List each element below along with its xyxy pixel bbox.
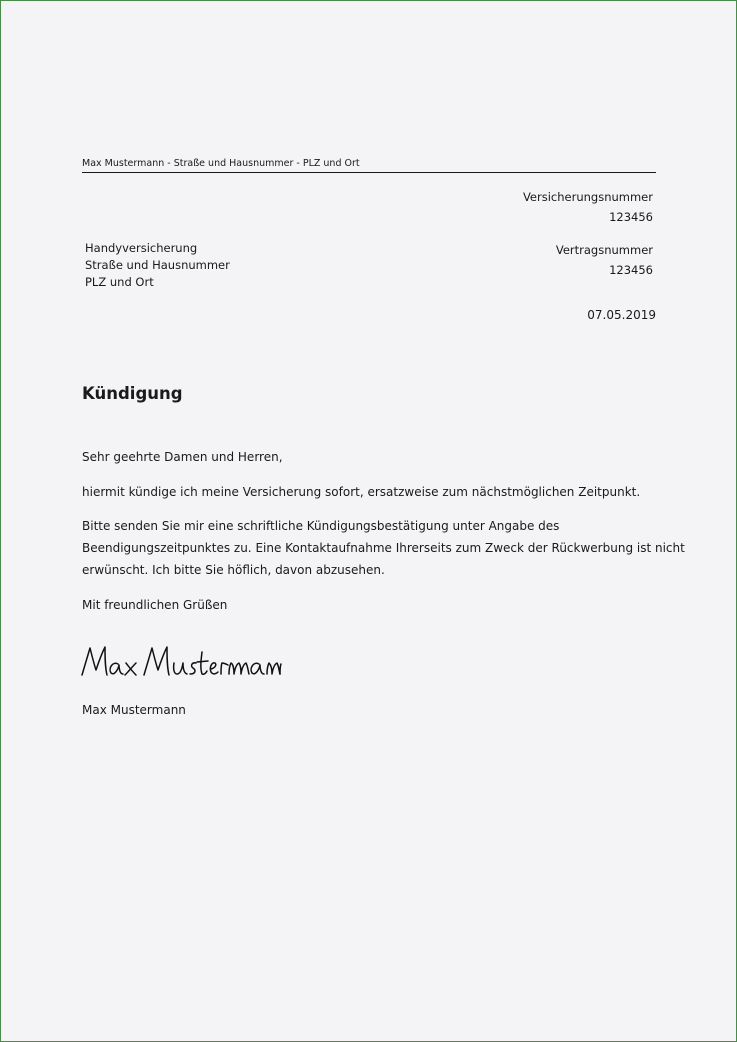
- printed-signature-name: Max Mustermann: [82, 703, 186, 717]
- paragraph-2-line-3: erwünscht. Ich bitte Sie höflich, davon abzusehen.: [82, 563, 385, 577]
- contract-number-value: 123456: [609, 263, 653, 277]
- recipient-address: [85, 240, 230, 291]
- sender-address-line: Max Mustermann - Straße und Hausnummer - PLZ und Ort: [82, 158, 656, 173]
- contract-number-label: Vertragsnummer: [555, 243, 653, 257]
- letter-subject: Kündigung: [82, 384, 183, 403]
- recipient-line-3: PLZ und Ort: [85, 275, 154, 289]
- recipient-line-2: Straße und Hausnummer: [85, 258, 230, 272]
- paragraph-2: [82, 515, 685, 581]
- paragraph-2-line-1: Bitte senden Sie mir eine schriftliche Kündigungsbestätigung unter Angabe des: [82, 519, 560, 533]
- paragraph-1: hiermit kündige ich meine Versicherung sofort, ersatzweise zum nächstmöglichen Zeitpunkt.: [82, 485, 641, 499]
- handwritten-signature: [77, 639, 287, 685]
- recipient-line-1: Handyversicherung: [85, 241, 198, 255]
- contract-number-block: [556, 240, 653, 280]
- insurance-number-block: [523, 187, 653, 227]
- insurance-number-label: Versicherungsnummer: [522, 190, 653, 204]
- paragraph-2-line-2: Beendigungszeitpunktes zu. Eine Kontaktaufnahme Ihrerseits zum Zweck der Rückwerbung ist nicht: [82, 541, 685, 555]
- salutation: Sehr geehrte Damen und Herren,: [82, 450, 283, 464]
- insurance-number-value: 123456: [609, 210, 653, 224]
- closing: Mit freundlichen Grüßen: [82, 598, 228, 612]
- letter-date: 07.05.2019: [587, 308, 656, 322]
